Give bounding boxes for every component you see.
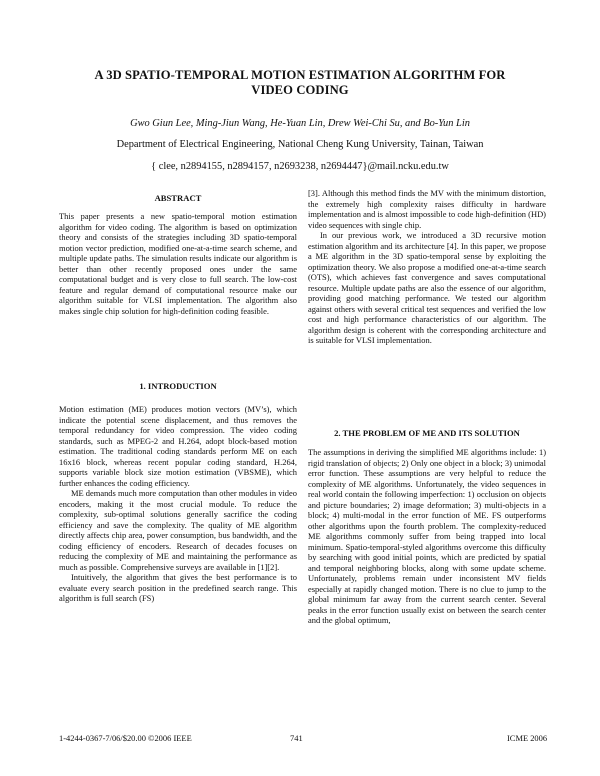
- intro-paragraph-1: Motion estimation (ME) produces motion vectors (MV’s), which indicate the potential scene displacement, and thus removes the temporal redundancy for video compression. The video coding standards, such as MPEG-2 and H.264, adopt block-based motion estimation. The traditional coding standards perform ME on each 16x16 block, whereas recent popular coding standard, H.264, supports variable block size motion estimation (VBSME), which further enhances the coding efficiency.: [59, 404, 297, 488]
- intro-continued-paragraph: [3]. Although this method finds the MV with the minimum distortion, the extremely high complexity raises difficulty in hardware implementation and is almost impossible to code high-definition (HD) video sequences with single chip.: [308, 188, 546, 230]
- author-emails: { clee, n2894155, n2894157, n2693238, n2694447}@mail.ncku.edu.tw: [151, 161, 449, 172]
- intro-paragraph-3: Intuitively, the algorithm that gives the best performance is to evaluate every search position in the predefined search range. This algorithm is full search (FS): [59, 572, 297, 603]
- conference-name: ICME 2006: [507, 733, 548, 743]
- introduction-body: [59, 404, 297, 604]
- page-number: 741: [290, 733, 303, 743]
- abstract-heading: ABSTRACT: [154, 193, 202, 203]
- title-line-1: A 3D SPATIO-TEMPORAL MOTION ESTIMATION ALGORITHM FOR: [94, 68, 506, 82]
- previous-work-paragraph: In our previous work, we introduced a 3D recursive motion estimation algorithm and its architecture [4]. In this paper, we propose a ME algorithm in the 3D spatio-temporal sense by exploiting the optimization theory. We also propose a modified one-at-a-time search (OTS), which achieves fast convergence and saves computational resource. Multiple update paths are also the essence of our algorithm, providing good matching performance. We tested our algorithm against others with several critical test sequences and verified the low cost and high performance characteristics of our algorithm. The algorithm design is coherent with the corresponding architecture and is suitable for VLSI implementation.: [308, 230, 546, 345]
- footer-copyright: 1-4244-0367-7/06/$20.00 ©2006 IEEE: [59, 733, 192, 743]
- abstract-body: [59, 211, 297, 316]
- author-list: Gwo Giun Lee, Ming-Jiun Wang, He-Yuan Lin, Drew Wei-Chi Su, and Bo-Yun Lin: [130, 118, 470, 129]
- affiliation: Department of Electrical Engineering, National Cheng Kung University, Tainan, Taiwan: [116, 139, 484, 150]
- abstract-text: This paper presents a new spatio-temporal motion estimation algorithm for video coding. The algorithm is based on optimization theory and consists of the strategies including 3D spatio-temporal motion vector prediction, modified one-at-a-time search scheme, and multiple update paths. The simulation results indicate our algorithm is better than other recently proposed ones under the same computational budget and is very close to full search. The low-cost feature and regular demand of computational resource make our algorithm suitable for VLSI implementation. The algorithm also makes single chip solution for high-definition coding feasible.: [59, 211, 297, 316]
- problem-heading: 2. THE PROBLEM OF ME AND ITS SOLUTION: [334, 428, 520, 438]
- paper-title: [40, 68, 560, 98]
- problem-body: [308, 447, 546, 626]
- right-column-intro-continued: [308, 188, 546, 346]
- title-line-2: VIDEO CODING: [251, 83, 349, 97]
- intro-paragraph-2: ME demands much more computation than other modules in video encoders, making it the most crucial module. To reduce the complexity, sub-optimal solutions generally sacrifice the coding efficiency and save the complexity. The quality of ME algorithm directly affects chip area, power consumption, bus bandwidth, and the coding efficiency of encoders. Research of decades focuses on reducing the complexity of ME and maintaining the performance as much as possible. Comprehensive surveys are available in [1][2].: [59, 488, 297, 572]
- introduction-heading: 1. INTRODUCTION: [139, 381, 217, 391]
- problem-paragraph-1: The assumptions in deriving the simplified ME algorithms include: 1) rigid translation of objects; 2) Only one object in a block; 3) unimodal error function. These assumptions are very helpful to reduce the complexity of ME algorithms. Unfortunately, the video sequences in real world contain the following imperfection: 1) occlusion on objects and picture boundaries; 2) image deformation; 3) multi-objects in a block; 4) multi-modal in the error function of ME. FS outperforms other algorithms upon the fourth problem. The complexity-reduced ME algorithms commonly suffer from being trapped into local minimum. Spatio-temporal-styled algorithms overcome this difficulty by searching with good initial points, which are predicted by spatial and temporal neighboring blocks, along with some update scheme. Unfortunately, problems remain under inconsistent MV fields especially at rapidly changed motion. There is no clue to jump to the global minimum far away from the current search center. Several peaks in the error function usually exist on between the search center and the global optimum,: [308, 447, 546, 625]
